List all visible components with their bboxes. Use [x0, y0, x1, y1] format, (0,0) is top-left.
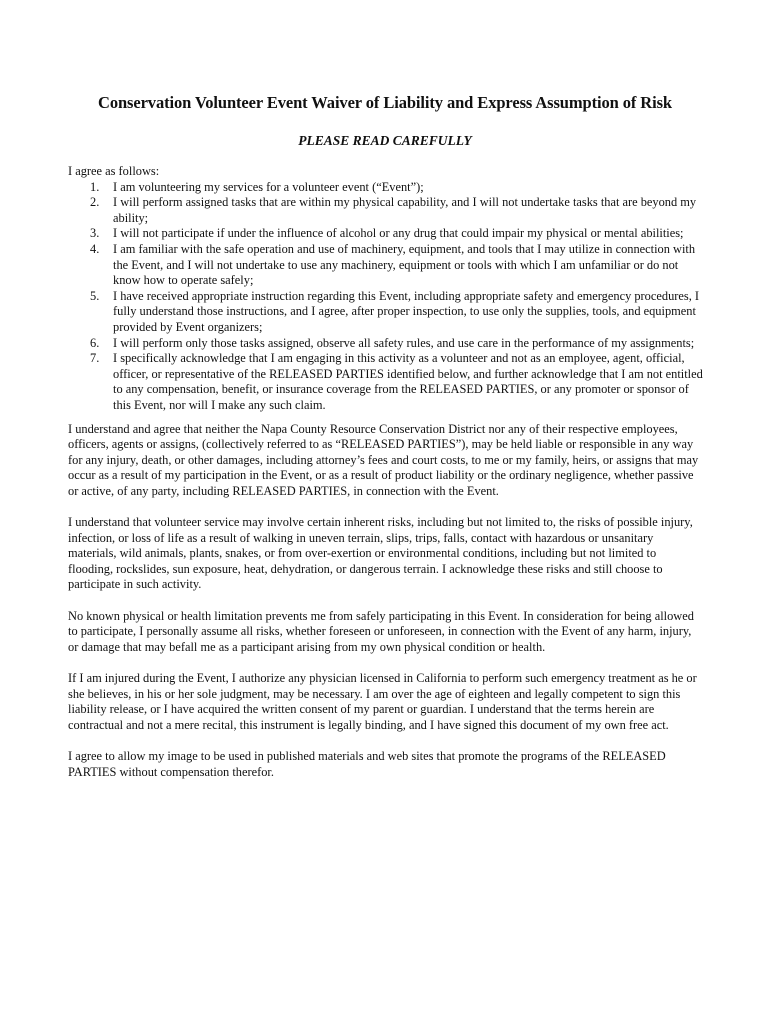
list-item [68, 226, 704, 242]
list-item [68, 242, 704, 289]
list-item-text: I specifically acknowledge that I am engaging in this activity as a volunteer and not as an employee, agent, official, officer, or representative of the RELEASED PARTIES identified below, and further acknowledge that I am not entitled to any compensation, benefit, or insurance coverage from the RELEASED PARTIES, or any promoter or sponsor of this Event, nor will I make any such claim. [113, 351, 703, 412]
document-body [68, 164, 704, 796]
list-item-text: I will perform assigned tasks that are within my physical capability, and I will not undertake tasks that are beyond my ability; [113, 195, 697, 225]
release-paragraph: I understand and agree that neither the Napa County Resource Conservation District nor any of their respective employees, officers, agents or assigns, (collectively referred to as “RELEASED PARTIES”), may be held liable or responsible in any way for any injury, death, or other damages, including attorney’s fees and court costs, to me or my family, heirs, or assigns that may occur as a result of my participation in the Event, or as a result of product liability or the ordinary negligence, whether passive or active, of any party, including RELEASED PARTIES, in connection with the Event. [68, 421, 699, 498]
risk-paragraph: I understand that volunteer service may involve certain inherent risks, including but not limited to, the risks of possible injury, infection, or loss of life as a result of walking in uneven terrain, slips, trips, falls, contact with hazardous or unsanitary materials, wild animals, plants, snakes, or from over-exertion or environmental conditions, including but not limited to flooding, rockslides, sun exposure, heat, dehydration, or dangerous terrain. I acknowledge these risks and still choose to participate in such activity. [68, 515, 693, 592]
terms-intro: I agree as follows: [68, 164, 160, 178]
list-item [68, 351, 704, 413]
list-item-text: I will perform only those tasks assigned, observe all safety rules, and use care in the performance of my assignments; [113, 335, 695, 350]
list-item-number: 6. [90, 335, 100, 350]
list-item [68, 195, 704, 226]
health-paragraph: No known physical or health limitation prevents me from safely participating in this Event. In consideration for being allowed to participate, I personally assume all risks, whether foreseen or unforeseen, in connection with the Event of any harm, injury, or damage that may befall me as a participant arising from my own physical condition or health. [68, 608, 694, 654]
list-item-number: 4. [90, 241, 100, 256]
list-item-number: 5. [90, 288, 100, 303]
list-item-text: I am familiar with the safe operation and use of machinery, equipment, and tools that I may utilize in connection with the Event, and I will not undertake to use any machinery, equipment or tools with which I am unfamiliar or do not know how to operate safely; [113, 241, 696, 288]
terms-list [68, 180, 704, 414]
list-item-text: I have received appropriate instruction regarding this Event, including appropriate safety and emergency procedures, I fully understand those instructions, and I agree, after proper inspection, to use only the supplies, tools, and equipment provided by Event organizers; [113, 288, 700, 334]
document-subtitle: PLEASE READ CAREFULLY [298, 133, 472, 148]
list-item-number: 7. [90, 351, 100, 366]
list-item-text: I am volunteering my services for a volunteer event (“Event”); [113, 179, 424, 194]
list-item-number: 1. [90, 179, 100, 194]
image-consent-paragraph: I agree to allow my image to be used in published materials and web sites that promote the programs of the RELEASED PARTIES without compensation therefor. [68, 748, 666, 779]
list-item [68, 180, 704, 196]
list-item-number: 2. [90, 195, 100, 210]
list-item [68, 336, 704, 352]
list-item-text: I will not participate if under the influence of alcohol or any drug that could impair my physical or mental abilities; [113, 226, 684, 241]
list-item [68, 289, 704, 336]
list-item-number: 3. [90, 226, 100, 241]
document-title: Conservation Volunteer Event Waiver of Liability and Express Assumption of Risk [98, 93, 672, 112]
medical-paragraph: If I am injured during the Event, I authorize any physician licensed in California to perform such emergency treatment as he or she believes, in his or her sole judgment, may be necessary. I am over the age of eighteen and legally competent to sign this liability release, or I have acquired the written consent of my parent or guardian. I understand that the terms herein are contractual and not a mere recital, this instrument is legally binding, and I have signed this document of my own free act. [68, 671, 697, 732]
